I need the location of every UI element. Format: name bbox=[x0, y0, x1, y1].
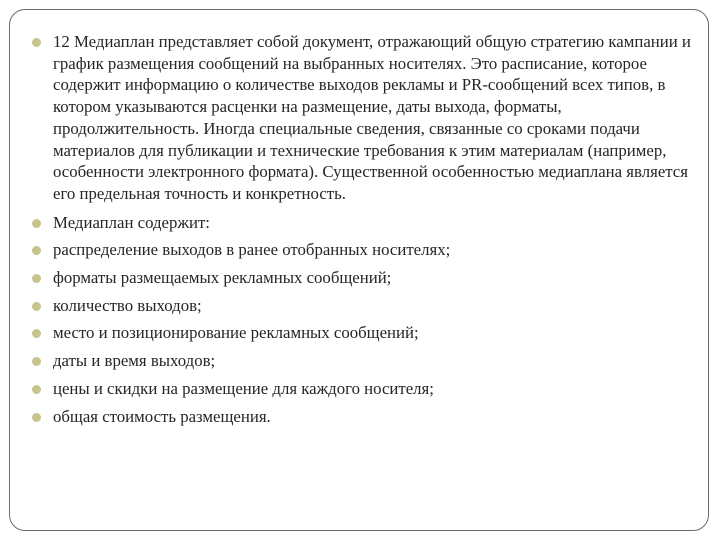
bullet-text: даты и время выходов; bbox=[53, 351, 216, 371]
bullet-text: 12 Медиаплан представляет собой документ, отражающий общую стратегию кампании и график размещения сообщений на выбранных носителях. Это расписание, которое содержит информацию о количестве выходов рекламы и PR-сообщений всех типов, в котором указываются расценки на размещение, даты выхода, форматы, продолжительность. Иногда специальные сведения, связанные со сроками подачи материалов для публикации и технические требования к этим материалам (например, особенности электронного формата). Существенной особенностью медиаплана является его предельная точность и конкретность. bbox=[53, 32, 691, 203]
bullet-text: количество выходов; bbox=[53, 295, 202, 315]
round-bullet-icon bbox=[32, 302, 41, 311]
bullet-text: Медиаплан содержит: bbox=[53, 212, 210, 232]
bullet-text: распределение выходов в ранее отобранных носителях; bbox=[53, 240, 451, 260]
bullet-item-dates bbox=[32, 350, 698, 372]
round-bullet-icon bbox=[32, 385, 41, 394]
bullet-text: место и позиционирование рекламных сообщений; bbox=[53, 323, 419, 343]
round-bullet-icon bbox=[32, 219, 41, 228]
bullet-item-total-cost bbox=[32, 406, 698, 428]
slide-frame bbox=[9, 9, 709, 531]
round-bullet-icon bbox=[32, 246, 41, 255]
round-bullet-icon bbox=[32, 38, 41, 47]
bullet-item-distribution bbox=[32, 239, 698, 261]
bullet-item-count bbox=[32, 295, 698, 317]
round-bullet-icon bbox=[32, 274, 41, 283]
bullet-text: общая стоимость размещения. bbox=[53, 406, 271, 426]
bullet-text: цены и скидки на размещение для каждого носителя; bbox=[53, 378, 434, 398]
bullet-item-formats bbox=[32, 267, 698, 289]
bullet-text: форматы размещаемых рекламных сообщений; bbox=[53, 268, 392, 288]
bullet-item-prices bbox=[32, 378, 698, 400]
bullet-item-definition bbox=[32, 31, 698, 205]
round-bullet-icon bbox=[32, 357, 41, 366]
bullet-list bbox=[32, 31, 698, 433]
bullet-item-placement bbox=[32, 322, 698, 344]
round-bullet-icon bbox=[32, 413, 41, 422]
round-bullet-icon bbox=[32, 329, 41, 338]
bullet-item-contains bbox=[32, 212, 698, 234]
